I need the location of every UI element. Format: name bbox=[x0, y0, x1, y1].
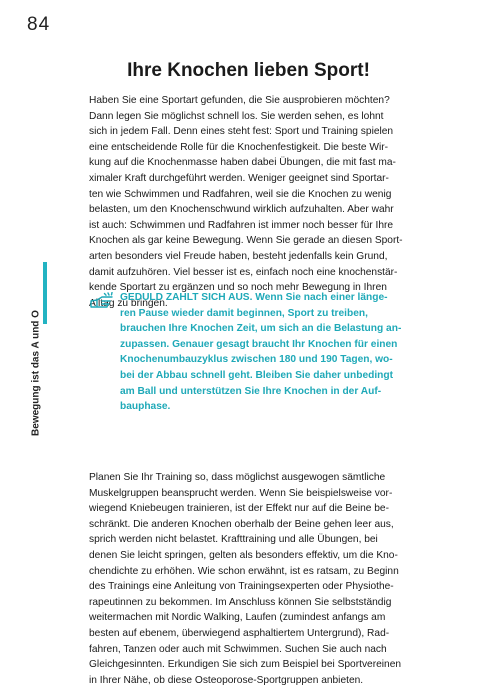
text-line: kende Sportart zu ergänzen und so noch mehr Bewegung in Ihren bbox=[89, 282, 387, 294]
text-line: GEDULD ZAHLT SICH AUS. Wenn Sie nach einer länge- bbox=[120, 292, 388, 303]
text-line: zupassen. Genauer gesagt braucht Ihr Knochen für einen bbox=[120, 338, 398, 350]
text-line: ist auch: Schwimmen und Radfahren ist immer noch besser für Ihre bbox=[89, 219, 394, 231]
text-line: chendichte zu erhöhen. Wie schon erwähnt, ist es ratsam, zu Beginn bbox=[89, 565, 399, 577]
text-line: brauchen Ihre Knochen Zeit, um sich an die Belastung an- bbox=[120, 323, 402, 335]
text-line: fahren, Tanzen oder auch mit Schwimmen. Suchen Sie auch nach bbox=[89, 643, 387, 655]
text-line: Dann legen Sie möglichst schnell los. Sie werden sehen, es lohnt bbox=[89, 110, 384, 122]
chapter-marker-bar bbox=[43, 262, 47, 324]
text-line: belasten, um den Knochenschwund wirklich aufzuhalten. Aber wahr bbox=[89, 204, 394, 216]
text-line: schränkt. Die anderen Knochen oberhalb der Beine gehen leer aus, bbox=[89, 518, 394, 530]
text-line: des Trainings eine Anleitung von Trainingsexperten oder Physiothe- bbox=[89, 581, 394, 593]
text-line: sich in jedem Fall. Denn eines steht fest: Sport und Training spielen bbox=[89, 126, 394, 138]
text-line: damit aufzuhören. Viel besser ist es, einfach noch eine knochenstär- bbox=[89, 266, 398, 278]
text-line: Knochen als gar keine Bewegung. Wenn Sie gerade an diesen Sport- bbox=[89, 235, 403, 247]
text-line: bei der Abbau schnell geht. Bleiben Sie daher unbedingt bbox=[120, 369, 394, 381]
text-line: am Ball und unterstützen Sie Ihre Knochen in der Auf- bbox=[120, 385, 382, 397]
page-number: 84 bbox=[27, 14, 51, 35]
text-line: Gleichgesinnten. Erkundigen Sie sich zum Beispiel bei Sportvereinen bbox=[89, 659, 402, 671]
text-line: Planen Sie Ihr Training so, dass möglichst ausgewogen sämtliche bbox=[89, 472, 386, 483]
text-line: Knochenumbauzyklus zwischen 180 und 190 Tagen, wo- bbox=[120, 354, 393, 366]
intro-paragraph bbox=[89, 93, 417, 311]
text-line: Alltag zu bringen. bbox=[89, 297, 168, 309]
tip-text bbox=[120, 290, 430, 415]
training-paragraph bbox=[89, 470, 417, 688]
text-line: bauphase. bbox=[120, 401, 171, 413]
text-line: in Ihrer Nähe, ob diese Osteoporose-Sportgruppen anbieten. bbox=[89, 674, 364, 686]
text-line: weitermachen mit Nordic Walking, Laufen (zumindest anfangs am bbox=[89, 612, 386, 624]
text-line: Muskelgruppen beansprucht werden. Wenn Sie beispielsweise vor- bbox=[89, 487, 393, 499]
text-line: ximaler Kraft durchgeführt werden. Weniger geeignet sind Sportar- bbox=[89, 172, 389, 184]
text-line: wiegend Kniebeugen trainieren, ist der Effekt nur auf die Beine be- bbox=[89, 503, 389, 515]
side-tab bbox=[0, 0, 50, 648]
text-line: kung auf die Knochenmasse haben dabei Übungen, die mit fast ma- bbox=[89, 157, 396, 169]
text-line: ren Pause wieder damit beginnen, Sport zu treiben, bbox=[120, 307, 368, 319]
chapter-label: Bewegung ist das A und O bbox=[30, 310, 42, 436]
text-line: rapeutinnen zu bekommen. Im Anschluss können Sie selbstständig bbox=[89, 596, 392, 608]
text-line: arten besonders viel Freude haben, besteht jedenfalls kein Grund, bbox=[89, 250, 388, 262]
pointing-hand-icon bbox=[89, 292, 115, 312]
text-line: Haben Sie eine Sportart gefunden, die Sie ausprobieren möchten? bbox=[89, 95, 390, 106]
text-line: eine entscheidende Rolle für die Knochenfestigkeit. Die beste Wir- bbox=[89, 141, 388, 153]
text-line: ten wie Schwimmen und Radfahren, weil sie die Knochen zu wenig bbox=[89, 188, 392, 200]
text-line: sprich werden nicht belastet. Krafttraining und alle Übungen, bei bbox=[89, 534, 378, 546]
page-title: Ihre Knochen lieben Sport! bbox=[127, 60, 370, 81]
text-line: denen Sie leicht springen, gelten als besonders effektiv, um die Kno- bbox=[89, 549, 398, 561]
text-line: besten auf ebenem, überwiegend asphaltiertem Untergrund), Rad- bbox=[89, 627, 390, 639]
